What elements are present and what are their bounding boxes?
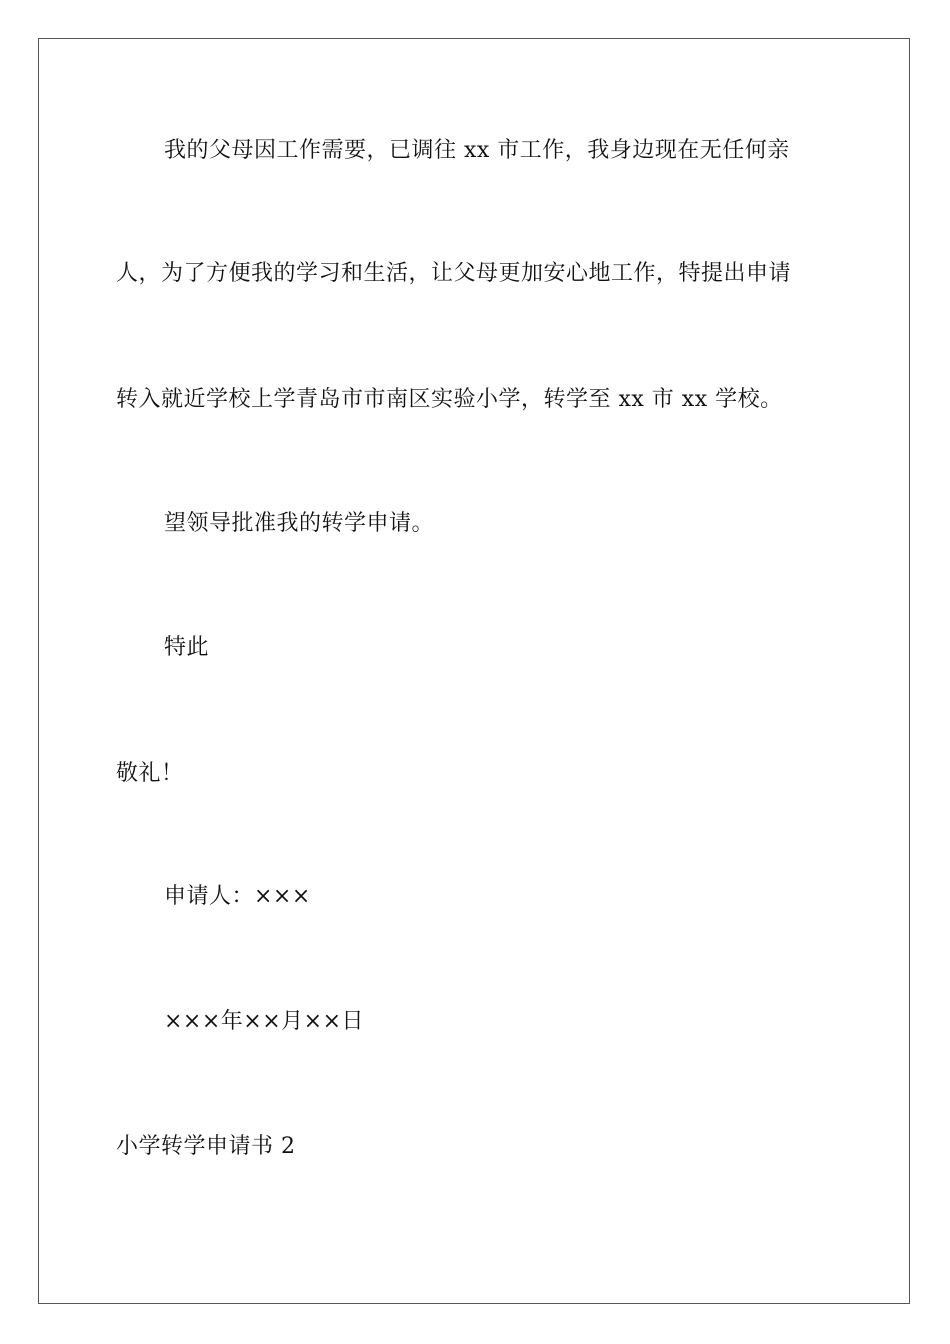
salutation: 敬礼！: [116, 761, 184, 786]
applicant-signature: 申请人：×××: [164, 884, 311, 909]
section-title: 小学转学申请书 2: [116, 1134, 296, 1159]
date-line: ×××年××月××日: [164, 1009, 365, 1034]
body-paragraph-1-line-1: 我的父母因工作需要，已调往 xx 市工作，我身边现在无任何亲: [164, 138, 790, 163]
request-sentence: 望领导批准我的转学申请。: [164, 511, 435, 536]
closing-te-ci: 特此: [164, 635, 210, 660]
page-frame: [38, 38, 910, 1304]
body-paragraph-1-line-3: 转入就近学校上学青岛市市南区实验小学，转学至 xx 市 xx 学校。: [116, 387, 783, 412]
body-paragraph-1-line-2: 人，为了方便我的学习和生活，让父母更加安心地工作，特提出申请: [116, 261, 792, 286]
